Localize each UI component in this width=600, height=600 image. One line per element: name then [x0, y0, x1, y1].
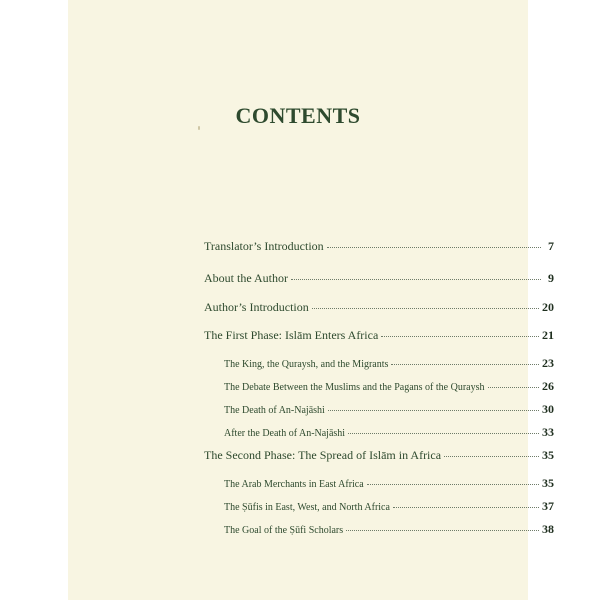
- dot-leader: [312, 307, 539, 309]
- toc-page-number: 23: [542, 356, 554, 370]
- toc-page-number: 7: [548, 239, 554, 253]
- dot-leader: [381, 335, 539, 337]
- dot-leader: [391, 363, 539, 365]
- toc-entry: [204, 271, 554, 286]
- toc-entry: [204, 300, 554, 315]
- toc-subentry: [224, 402, 554, 417]
- toc-subentry: [224, 499, 554, 514]
- toc-entry-title: The Debate Between the Muslims and the Pagans of the Quraysh: [224, 382, 485, 393]
- toc-entry-title: The Death of An-Najāshi: [224, 405, 325, 416]
- toc-entry: [204, 239, 554, 254]
- toc-page-number: 33: [542, 425, 554, 439]
- toc-subentry: [224, 379, 554, 394]
- page-title: CONTENTS: [235, 103, 361, 128]
- toc-subentry: [224, 522, 554, 537]
- toc-entry-title: The Second Phase: The Spread of Islām in Africa: [204, 448, 442, 462]
- dot-leader: [348, 432, 539, 434]
- toc-entry-title: About the Author: [204, 271, 288, 285]
- dot-leader: [327, 246, 541, 248]
- toc-entry-title: The Arab Merchants in East Africa: [224, 479, 364, 490]
- toc-page-number: 26: [542, 379, 554, 393]
- dot-leader: [444, 455, 539, 457]
- toc-entry-title: The King, the Quraysh, and the Migrants: [224, 359, 389, 370]
- toc-subentry: [224, 476, 554, 491]
- dot-leader: [393, 506, 539, 508]
- toc-entry-title: The Goal of the Ṣūfi Scholars: [224, 525, 344, 536]
- dot-leader: [488, 386, 540, 388]
- toc-page-number: 9: [548, 271, 554, 285]
- toc-page-number: 35: [542, 476, 554, 490]
- dot-leader: [367, 483, 539, 485]
- toc-page-number: 37: [542, 499, 554, 513]
- toc-entry: [204, 448, 554, 463]
- toc-page-number: 38: [542, 522, 554, 536]
- toc-entry-title: Translator’s Introduction: [204, 239, 324, 253]
- toc-entry-title: The First Phase: Islām Enters Africa: [204, 328, 379, 342]
- dot-leader: [291, 278, 541, 280]
- toc-subentry: [224, 356, 554, 371]
- dot-leader: [346, 529, 539, 531]
- dot-leader: [328, 409, 539, 411]
- toc-page-number: 20: [542, 300, 554, 314]
- toc-subentry: [224, 425, 554, 440]
- toc-entry-title: Author’s Introduction: [204, 300, 309, 314]
- toc-entry-title: The Ṣūfis in East, West, and North Africa: [224, 502, 390, 513]
- toc-page-number: 30: [542, 402, 554, 416]
- book-page: [68, 0, 554, 600]
- toc-entry: [204, 328, 554, 343]
- table-of-contents: [68, 0, 554, 600]
- toc-page-number: 21: [542, 328, 554, 342]
- toc-entry-title: After the Death of An-Najāshi: [224, 428, 346, 439]
- toc-page-number: 35: [542, 448, 554, 462]
